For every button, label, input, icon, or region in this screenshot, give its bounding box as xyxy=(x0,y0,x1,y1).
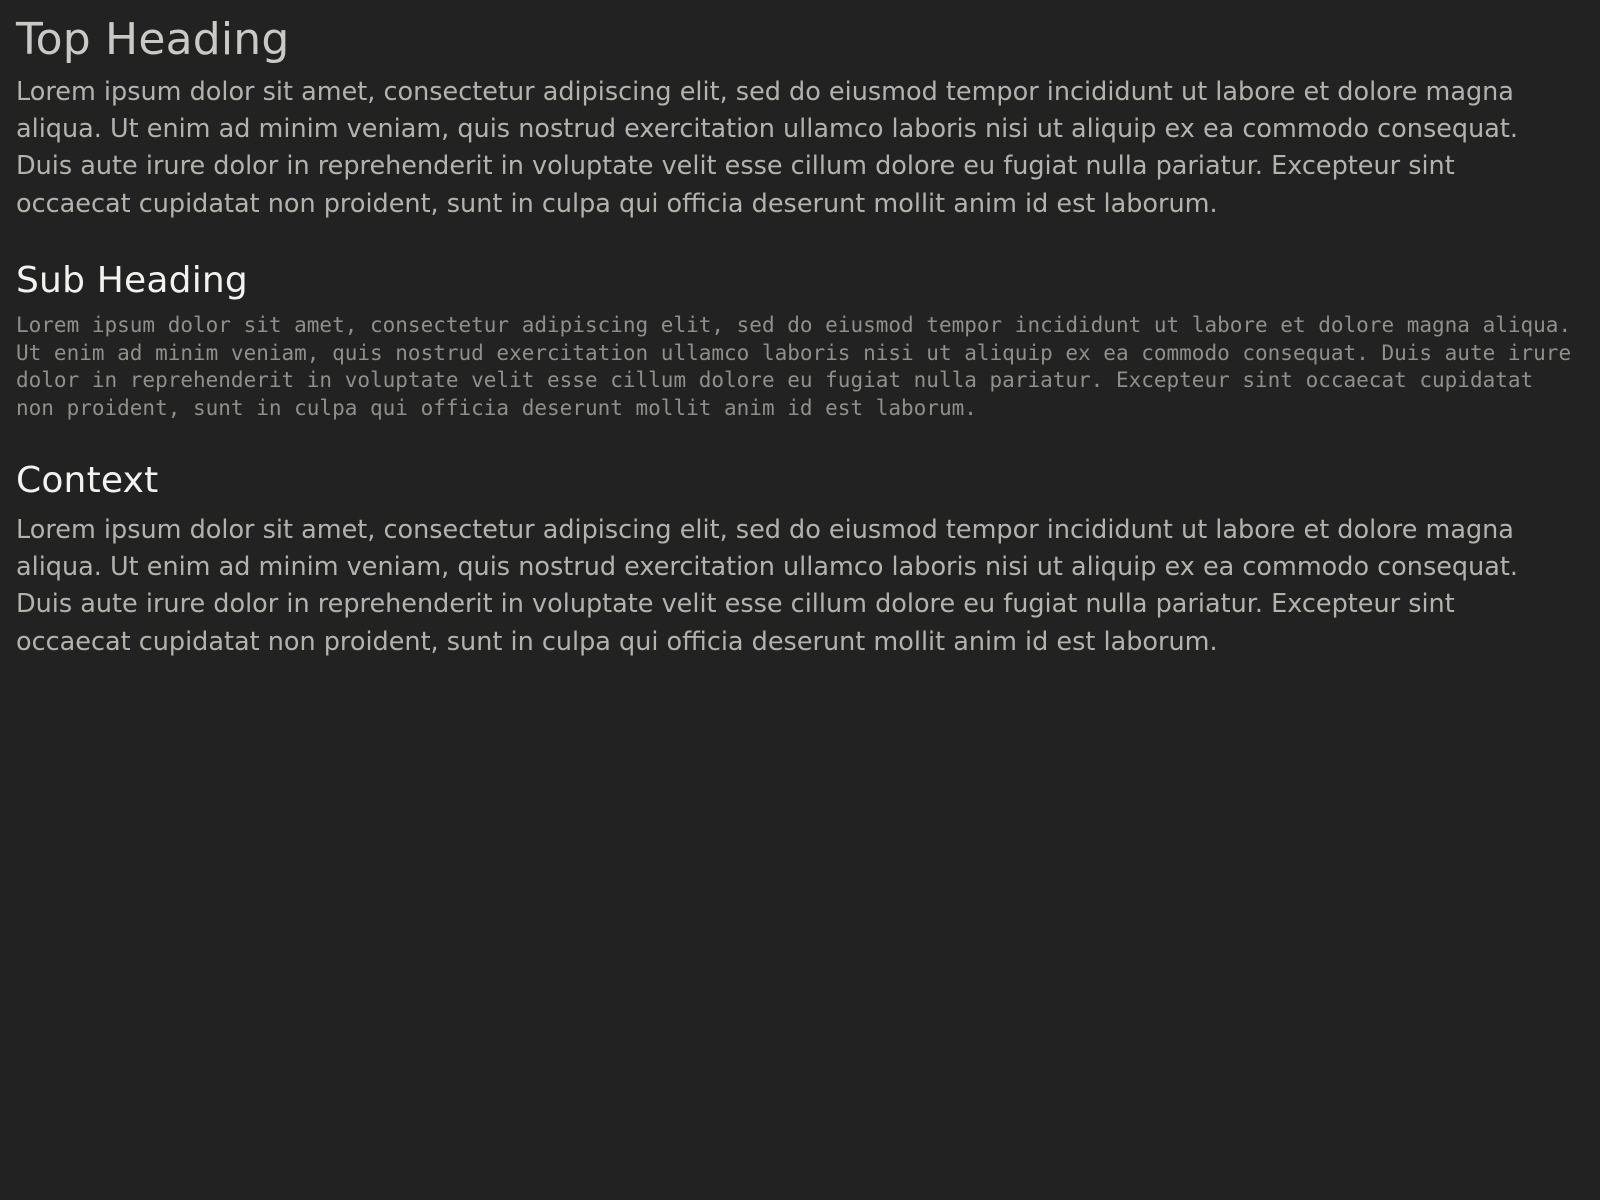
context-paragraph: Lorem ipsum dolor sit amet, consectetur adipiscing elit, sed do eiusmod tempor incididunt ut labore et dolore magna aliqua. Ut enim ad minim veniam, quis nostrud exercitation ullamco laboris nisi ut aliquip ex ea commodo consequat. Duis aute irure dolor in reprehenderit in voluptate velit esse cillum dolore eu fugiat nulla pariatur. Excepteur sint occaecat cupidatat non proident, sunt in culpa qui officia deserunt mollit anim id est laborum. xyxy=(16,515,1518,657)
page-title: Top Heading xyxy=(16,14,290,65)
sub-heading-paragraph: Lorem ipsum dolor sit amet, consectetur adipiscing elit, sed do eiusmod tempor incididunt ut labore et dolore magna aliqua. Ut enim ad minim veniam, quis nostrud exercitation ullamco laboris nisi ut aliquip ex ea commodo consequat. Duis aute irure dolor in reprehenderit in voluptate velit esse cillum dolore eu fugiat nulla pariatur. Excepteur sint occaecat cupidatat non proident, sunt in culpa qui officia deserunt mollit anim id est laborum. xyxy=(16,312,1572,421)
top-heading-paragraph: Lorem ipsum dolor sit amet, consectetur adipiscing elit, sed do eiusmod tempor incididunt ut labore et dolore magna aliqua. Ut enim ad minim veniam, quis nostrud exercitation ullamco laboris nisi ut aliquip ex ea commodo consequat. Duis aute irure dolor in reprehenderit in voluptate velit esse cillum dolore eu fugiat nulla pariatur. Excepteur sint occaecat cupidatat non proident, sunt in culpa qui officia deserunt mollit anim id est laborum. xyxy=(16,76,1518,219)
context-heading: Context xyxy=(16,459,159,501)
sub-heading: Sub Heading xyxy=(16,259,248,301)
